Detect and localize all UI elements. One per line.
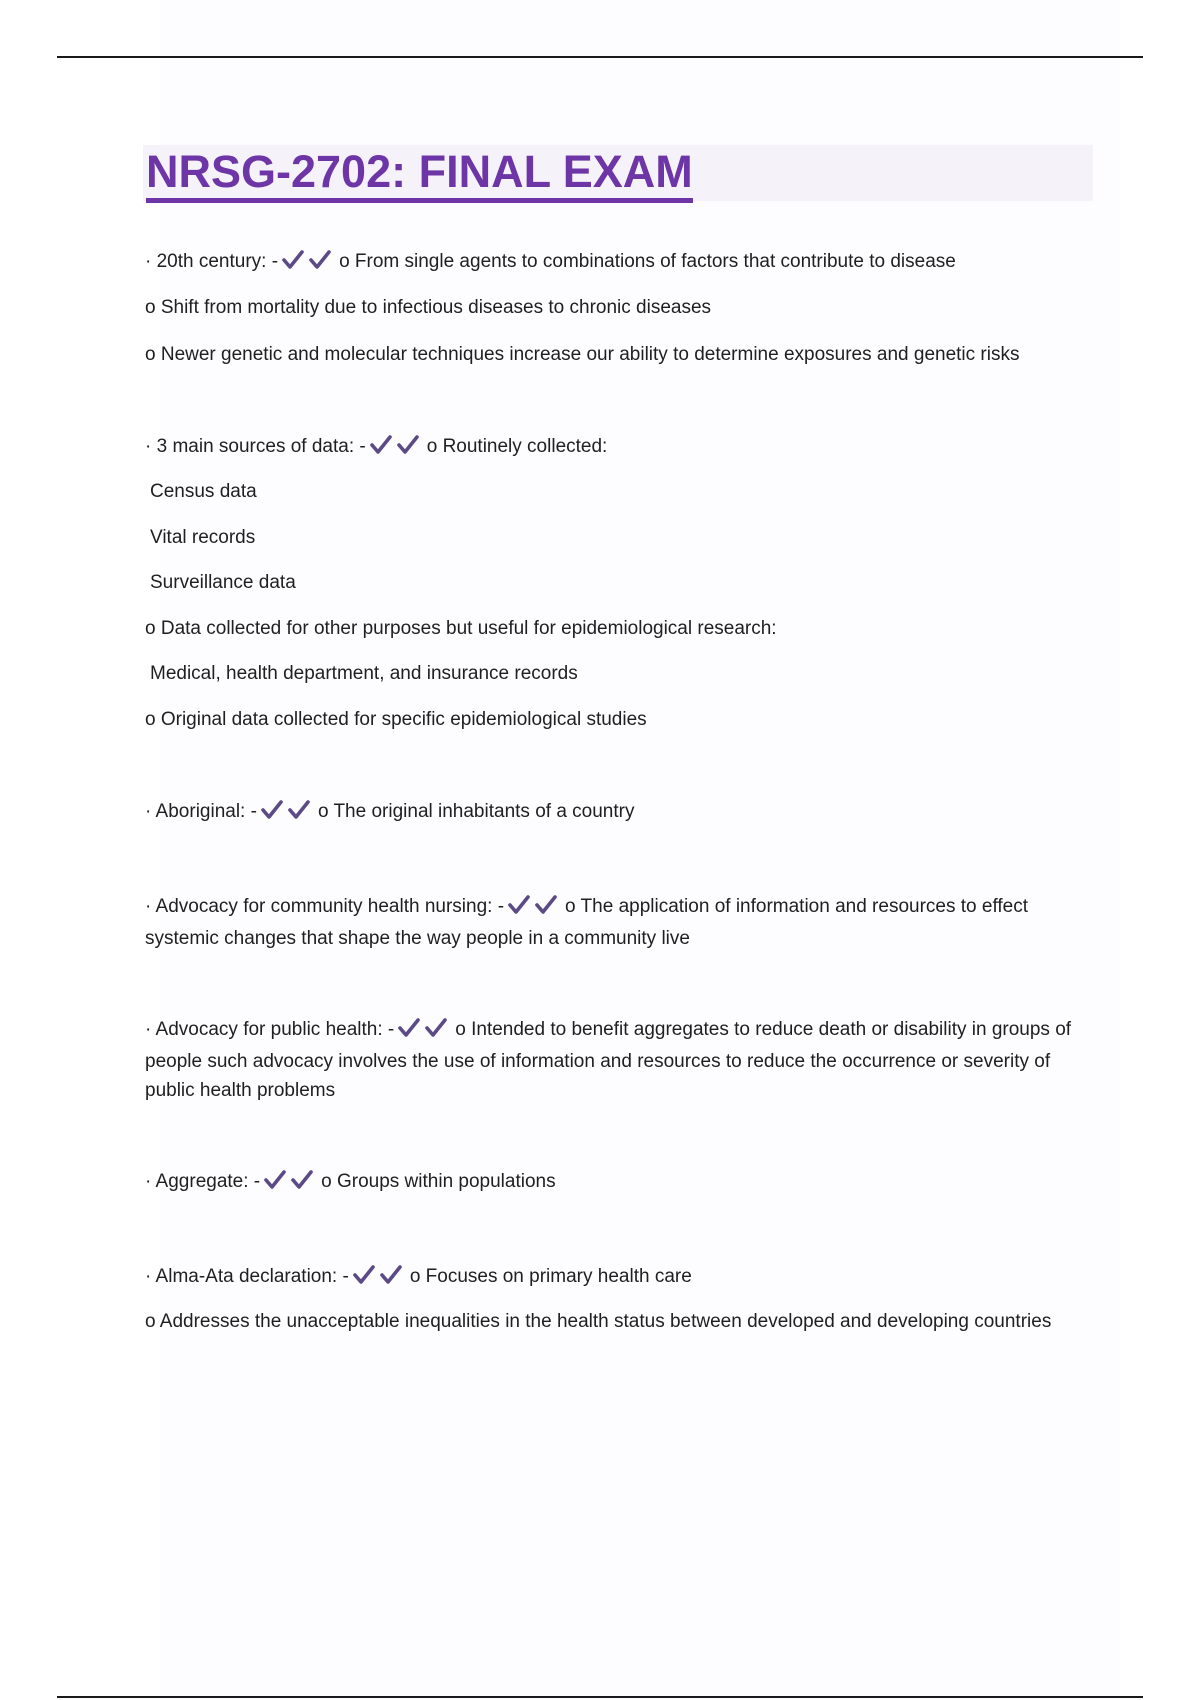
double-checkmark: [370, 435, 423, 464]
entry-line: Census data: [150, 481, 257, 502]
entry-term: · Advocacy for public health: -: [145, 1019, 395, 1040]
entry-alma-ata-declaration: [145, 1262, 1090, 1294]
top-rule: [57, 56, 1143, 58]
entry-20th-century: [145, 247, 1090, 279]
entry-advocacy-community-health-nursing: [145, 892, 1090, 953]
entry-line: o Addresses the unacceptable inequalities in the health status between developed and developing countries: [145, 1311, 1052, 1332]
entry-term: · 20th century: -: [145, 251, 279, 272]
entry-term: · Advocacy for community health nursing: -: [145, 896, 505, 917]
checkmark-icon: [282, 250, 304, 270]
entry-definition: o From single agents to combinations of factors that contribute to disease: [339, 251, 956, 272]
entry-line: o Newer genetic and molecular techniques increase our ability to determine exposures and genetic risks: [145, 344, 1020, 365]
checkmark-icon: [398, 1018, 420, 1038]
double-checkmark: [264, 1170, 317, 1199]
entry-definition: o Groups within populations: [321, 1171, 556, 1192]
bottom-rule: [57, 1696, 1143, 1698]
checkmark-icon: [535, 895, 557, 915]
entry-line: Surveillance data: [150, 572, 296, 593]
entry-line: Medical, health department, and insurance records: [150, 663, 578, 684]
entry-term: · Alma-Ata declaration: -: [145, 1266, 349, 1287]
entry-3-main-sources: [145, 432, 1090, 464]
entry-definition: o The application of information and resources to effect systemic changes that shape the way people in a community live: [145, 896, 1029, 949]
double-checkmark: [282, 250, 335, 279]
checkmark-icon: [264, 1170, 286, 1190]
checkmark-icon: [291, 1170, 313, 1190]
entry-definition: o Intended to benefit aggregates to reduce death or disability in groups of people such advocacy involves the use of information and resources to reduce the occurrence or severity of public health problems: [145, 1019, 1072, 1101]
entry-aggregate: [145, 1167, 1090, 1199]
entry-aboriginal: [145, 797, 1090, 829]
double-checkmark: [353, 1265, 406, 1294]
entry-definition: o The original inhabitants of a country: [317, 801, 635, 822]
double-checkmark: [398, 1018, 451, 1047]
checkmark-icon: [397, 435, 419, 455]
entry-term: · Aboriginal: -: [145, 801, 257, 822]
checkmark-icon: [261, 800, 283, 820]
entry-line: o Original data collected for specific epidemiological studies: [145, 709, 647, 730]
checkmark-icon: [380, 1265, 402, 1285]
checkmark-icon: [425, 1018, 447, 1038]
entry-advocacy-public-health: [145, 1015, 1090, 1105]
entry-term: · Aggregate: -: [145, 1171, 261, 1192]
document-title: NRSG-2702: FINAL EXAM: [146, 146, 693, 203]
entry-line: o Shift from mortality due to infectious diseases to chronic diseases: [145, 297, 712, 318]
checkmark-icon: [353, 1265, 375, 1285]
checkmark-icon: [508, 895, 530, 915]
checkmark-icon: [370, 435, 392, 455]
checkmark-icon: [288, 800, 310, 820]
entry-line: Vital records: [150, 527, 256, 548]
checkmark-icon: [309, 250, 331, 270]
entry-definition: o Focuses on primary health care: [409, 1266, 692, 1287]
double-checkmark: [508, 895, 561, 924]
entry-term: · 3 main sources of data: -: [145, 436, 366, 457]
entry-definition: o Routinely collected:: [426, 436, 608, 457]
double-checkmark: [261, 800, 314, 829]
entry-line: o Data collected for other purposes but useful for epidemiological research:: [145, 618, 777, 639]
